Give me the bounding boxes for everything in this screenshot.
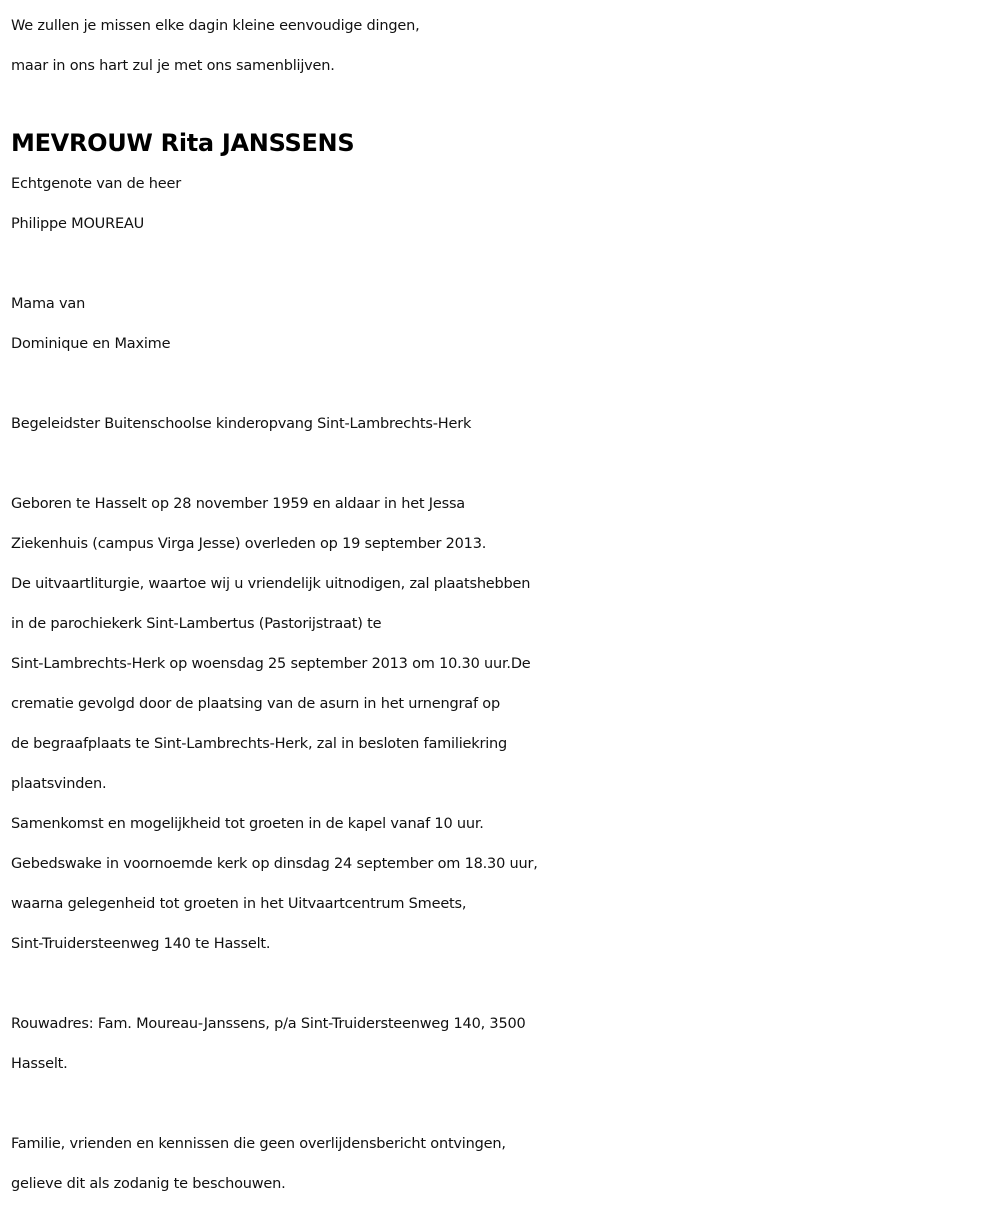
- intro-verse: [11, 6, 996, 86]
- children-line: Dominique en Maxime: [11, 336, 171, 352]
- spacer: [11, 364, 996, 404]
- obituary-notice: [11, 6, 996, 1204]
- spacer: [11, 964, 996, 1004]
- details-line: Sint-Truidersteenweg 140 te Hasselt.: [11, 936, 271, 952]
- details-section: [11, 484, 996, 964]
- closing-line: Familie, vrienden en kennissen die geen overlijdensbericht ontvingen,: [11, 1136, 506, 1152]
- address-line: Rouwadres: Fam. Moureau-Janssens, p/a Sint-Truidersteenweg 140, 3500: [11, 1016, 526, 1032]
- details-line: Gebedswake in voornoemde kerk op dinsdag 24 september om 18.30 uur,: [11, 856, 538, 872]
- address-line: Hasselt.: [11, 1056, 68, 1072]
- details-line: de begraafplaats te Sint-Lambrechts-Herk, zal in besloten familiekring: [11, 736, 508, 752]
- details-line: Geboren te Hasselt op 28 november 1959 en aldaar in het Jessa: [11, 496, 465, 512]
- intro-line: We zullen je missen elke dagin kleine eenvoudige dingen,: [11, 18, 420, 34]
- details-line: Samenkomst en mogelijkheid tot groeten in de kapel vanaf 10 uur.: [11, 816, 484, 832]
- details-line: waarna gelegenheid tot groeten in het Uitvaartcentrum Smeets,: [11, 896, 467, 912]
- details-line: Ziekenhuis (campus Virga Jesse) overleden op 19 september 2013.: [11, 536, 487, 552]
- children-section: [11, 284, 996, 364]
- spacer: [11, 244, 996, 284]
- intro-line: maar in ons hart zul je met ons samenblijven.: [11, 58, 335, 74]
- details-line: Sint-Lambrechts-Herk op woensdag 25 september 2013 om 10.30 uur.De: [11, 656, 531, 672]
- details-line: plaatsvinden.: [11, 776, 107, 792]
- spacer: [11, 1084, 996, 1124]
- closing-line: gelieve dit als zodanig te beschouwen.: [11, 1176, 286, 1192]
- details-line: crematie gevolgd door de plaatsing van de asurn in het urnengraf op: [11, 696, 500, 712]
- closing-section: [11, 1124, 996, 1204]
- address-section: [11, 1004, 996, 1084]
- occupation-line: Begeleidster Buitenschoolse kinderopvang Sint-Lambrechts-Herk: [11, 416, 472, 432]
- spouse-section: [11, 164, 996, 244]
- spacer: [11, 444, 996, 484]
- details-line: De uitvaartliturgie, waartoe wij u vriendelijk uitnodigen, zal plaatshebben: [11, 576, 531, 592]
- spouse-line: Philippe MOUREAU: [11, 216, 145, 232]
- spouse-line: Echtgenote van de heer: [11, 176, 182, 192]
- details-line: in de parochiekerk Sint-Lambertus (Pastorijstraat) te: [11, 616, 382, 632]
- occupation-section: [11, 404, 996, 444]
- children-line: Mama van: [11, 296, 86, 312]
- deceased-name: MEVROUW Rita JANSSENS: [11, 129, 355, 157]
